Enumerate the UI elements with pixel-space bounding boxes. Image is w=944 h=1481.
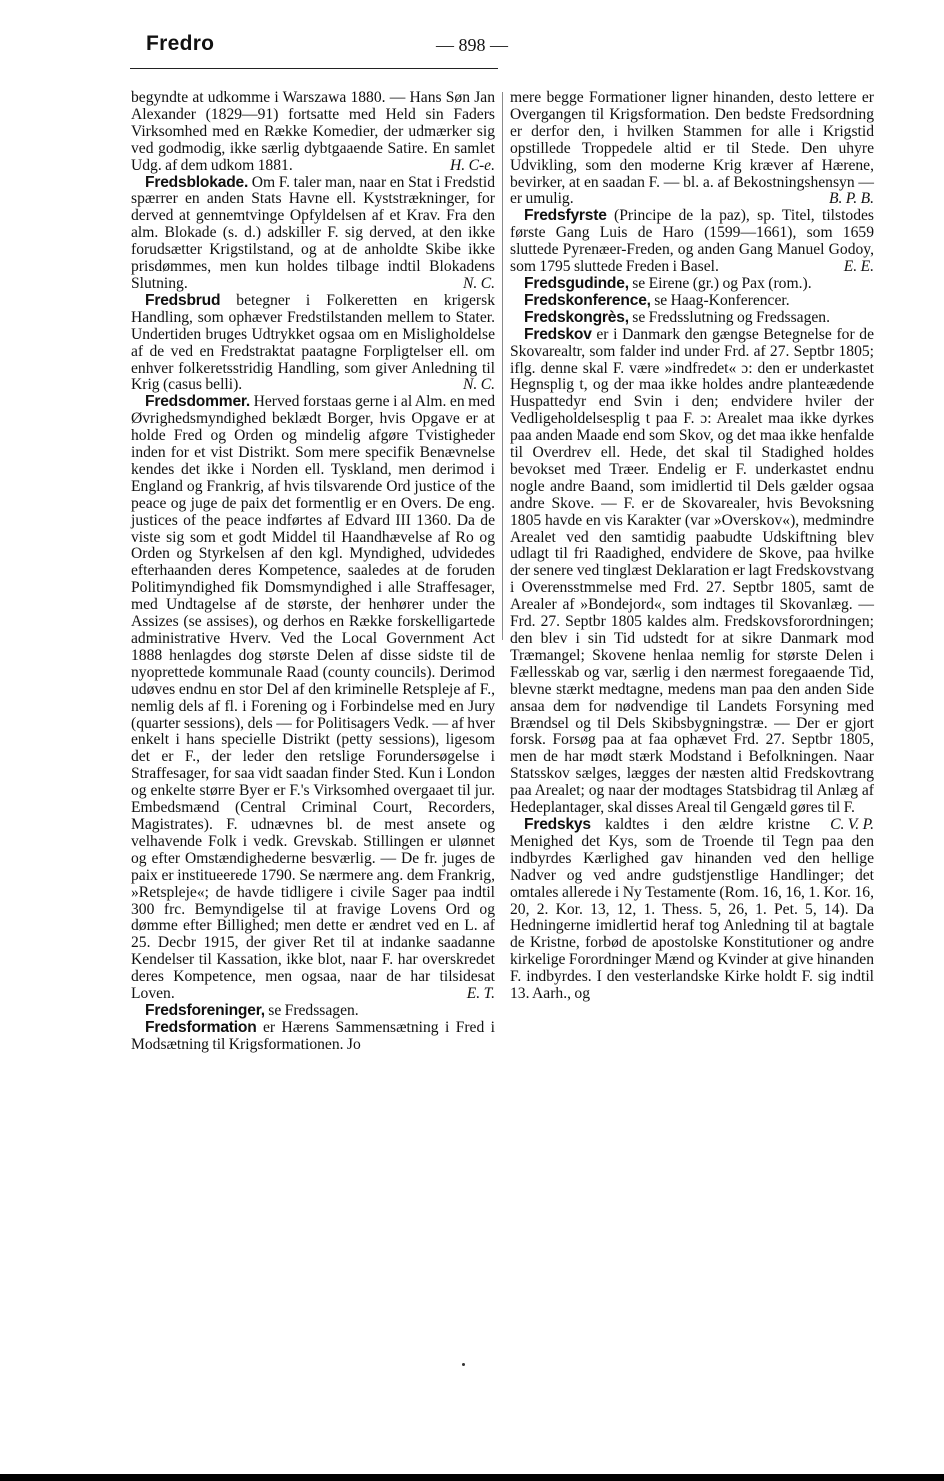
entry-text: betegner i Folkeretten en krigersk Handling, som ophæver Fredstilstanden mellem to Stater. Undertiden bruges Udtrykket ogsaa om en Misligholdelse af de ved en Fredstraktat paatagne Forpligtelser ell. om enhver folkeretsstridig Handling, som giver Anledning til Krig (casus belli). [131,291,495,394]
author-signature: N. C. [463,376,495,394]
entry-headword: Fredsbrud [145,291,221,309]
entry-fredskys [510,817,874,1003]
entry-text: se Fredssagen. [264,1001,359,1019]
entry-text: er Hærens Sammensætning i Fred i Modsætning til Krigsformationen. Jo [131,1018,495,1053]
continued-entry-fredro: begyndte at udkomme i Warszawa 1880. — Hans Søn Jan Alexander (1829—91) fortsatte med Held sin Faders Virksomhed med en Række Komedier, der udmærker sig ved godmodig, ikke særlig dybtgaaende Satire. En samlet Udg. af dem udkom 1881. H. C-e. [131,89,495,174]
running-header [0,32,944,62]
entry-fredskongres [510,310,874,327]
entry-text: kaldtes i den ældre kristne Menighed det Kys, som de Troende til Tegn paa den indbyrdes Kærlighed gav hinanden ved den hellige Nadver og ved andre gudstjenstlige Handlinger; det omtales allerede i Ny Testamente (Rom. 16, 16, 1. Kor. 16, 20, 2. Kor. 13, 12, 1. Thess. 5, 26, 1. Pet. 5, 14). Da Hedningerne imidlertid heraf tog Anledning til at bagtale de Kristne, forbød de apostolske Konstitutioner og andre kirkelige Forordninger Mænd og Kvinder at give hinanden F. indbyrdes. I den vesterlandske Kirke holdt F. sig indtil 13. Aarh., og [510,815,874,1003]
scan-bottom-edge [0,1474,944,1481]
continued-entry-fredsformation: mere begge Formationer ligner hinanden, desto lettere er Overgangen til Krigsformation. Den bedste Fredsordning er derfor den, i hvilken Stammen for alle i Krigstid opstillede Troppedele altid er til Stede. Den uhyre Udvikling, som den moderne Krig kræver af Hærene, bevirker, at en saadan F. — bl. a. af Bekostningshensyn — er umulig. B. P. B. [510,89,874,208]
entry-text: se Fredsslutning og Fredssagen. [628,308,830,326]
entry-fredskonference [510,293,874,310]
entry-headword: Fredsgudinde, [524,274,629,292]
entry-text: Om F. taler man, naar en Stat i Fredstid spærrer en anden Stats Havne ell. Kyststrækninger, for derved at gennemtvinge Opfyldelsen af et Krav. Fra den alm. Blokade (s. d.) adskiller F. sig derved, at den ikke forudsætter Krigstilstand, og at de anholdte Skibe ikke prisdømmes, men kun holdes tilbage indtil Blokadens Slutning. [131,173,495,292]
entry-headword: Fredsforeninger, [145,1001,265,1019]
entry-fredsdommer [131,394,495,1003]
entry-fredsformation [131,1020,495,1054]
entry-headword: Fredsblokade. [145,173,249,191]
author-signature: N. C. [463,274,495,292]
entry-fredsbrud [131,293,495,394]
entry-text: se Haag-Konferencer. [650,291,790,309]
entry-headword: Fredsfyrste [524,207,607,225]
entry-fredsfyrste [510,208,874,276]
right-column [510,90,874,1003]
author-signature: E. T. [466,985,495,1003]
header-rule [130,68,498,69]
entry-headword: Fredsdommer. [145,393,251,411]
entry-headword: Fredsformation [145,1018,257,1036]
entry-text: er i Danmark den gængse Betegnelse for de Skovarealtr, som falder ind under Frd. af 27. Septbr 1805; iflg. denne skal F. være »indfredet« ɔ: den er underkastet Hegnsplig t, og der maa ikke holdes andre planteædende Huspattedyr end Svin i den; endvidere hviler der Vedligeholdelsesplig t paa F. ɔ: Arealet maa ikke dyrkes paa anden Maade end som Skov, og det maa ikke henfalde til Overdrev ell. Hede, det skal til Stadighed holdes bevokset med Træer. Endelig er F. underkastet endnu nogle andre Baand, som imidlertid til Dels gælder ogsaa andre Skove. — F. er de Skovarealer, hvis Bevoksning 1805 havde en vis Karakter (var »Overskov«), medmindre Arealet ved den samtidig paabudte Udskiftning blev udlagt til fri Raadighed, endvidere de Skove, paa hvilke der senere ved tinglæst Deklaration er lagt Fredskovstvang i Overensstmmelse med Frd. 27. Septbr 1805, samt de Arealer af »Bondejord«, som indtages til Skovanlæg. — Frd. 27. Septbr 1805 kaldes alm. Fredskovsforordningen; den blev i sin Tid udstedt for at sikre Danmark mod Træmangel; Skovene henlaa nemlig for største Delen i Fællesskab og var, særlig i den nærmest foregaaende Tid, blevne stærkt medtagne, medens man paa den anden Side ansaa dem for nødvendige til Landets Forsyning med Brændsel og til Dels Skibsbygningstræ. — Der er gjort forsk. Forsøg paa at faa ophævet Frd. 27. Septbr 1805, men de har mødt stærk Modstand i Befolkningen. Naar Statsskov sælges, lægges der næsten altid Fredskovtrang paa Arealet; og naar der modtages Statsbidrag til Anlæg af Hedeplantager, skal disses Areal til Gengæld gøres til F. [510,325,874,817]
entry-text: se Eirene (gr.) og Pax (rom.). [628,274,812,292]
entry-fredsblokade [131,175,495,293]
entry-text: Herved forstaas gerne i al Alm. en med Øvrighedsmyndighed beklædt Borger, hvis Opgave er at holde Fred og Orden og mindelig afgøre Tvistigheder inden for et vist Distrikt. Som mere specifik Benævnelse kendes det ikke i Norden ell. Tyskland, men derimod i England og Frankrig, af hvis tilsvarende Ord justice of the peace og juge de paix det formentlig er en Overs. De eng. justices of the peace indførtes af Edvard III 1360. Da de viste sig som et godt Middel til Haandhævelse af Ro og Orden og Styrkelsen af den kgl. Myndighed, udvidedes efterhaanden deres Kompetence, saaledes at de foruden Politimyndighed fik Domsmyndighed i alle Straffesager, med Undtagelse af de største, der henhører under the Assizes (se assises), og derhos en Række forskelligartede administrative Hverv. Ved the Local Government Act 1888 henlagdes dog største Delen af disse sidste til de nyoprettede kommunale Raad (county councils). Derimod udøves endnu en stor Del af den kriminelle Retspleje af F., nemlig dels af fl. i Forening og i Forbindelse med en Jury (quarter sessions), dels — for Politisagers Vedk. — af hver enkelt i hans specielle Distrikt (petty sessions), ligesom det er F., der leder den retslige Forundersøgelse i Straffesager, for saa vidt saadan finder Sted. Kun i London og enkelte større Byer er F.'s Virksomhed overgaaet til jur. Embedsmænd (Central Criminal Court, Recorders, Magistrates). F. udnævnes bl. de mest ansete og velhavende Folk i vedk. Grevskab. Stillingen er ulønnet og efter Omstændighederne besværlig. — De fr. juges de paix er institueerede 1790. Se nærmere ang. dem Frankrig, »Retspleje«; de havde tidligere i civile Sager paa indtil 300 frc. Bemyndigelse til at fravige Lovens Ord og dømme efter Billighed; men dette er ændret ved en L. af 25. Decbr 1915, der giver Ret til at indanke saadanne Kendelser til Kassation, ikke blot, naar F. har overskredet deres Kompetence, men ogsaa, naar de har tilsidesat Loven. [131,393,495,1003]
running-headword: Fredro [146,32,215,55]
entry-fredsforeninger [131,1003,495,1020]
author-signature: B. P. B. [828,190,874,208]
author-signature: C. V. P. [830,815,874,833]
entry-headword: Fredskov [524,325,592,343]
column-separator [502,92,503,640]
left-column [131,90,495,1054]
entry-headword: Fredskongrès, [524,308,629,326]
entry-text: (Principe de la paz), sp. Titel, tilstodes første Gang Luis de Haro (1599—1661), som 1659 sluttede Pyrenæer-Freden, og anden Gang Manuel Godoy, som 1795 sluttede Freden i Basel. [510,207,874,276]
page-number: — 898 — [436,35,508,55]
entry-headword: Fredskonference, [524,291,651,309]
entry-fredsgudinde [510,276,874,293]
scan-speck [462,1363,465,1366]
entry-headword: Fredskys [524,815,591,833]
author-signature: H. C-e. [450,156,495,174]
author-signature: E. E. [843,258,874,276]
